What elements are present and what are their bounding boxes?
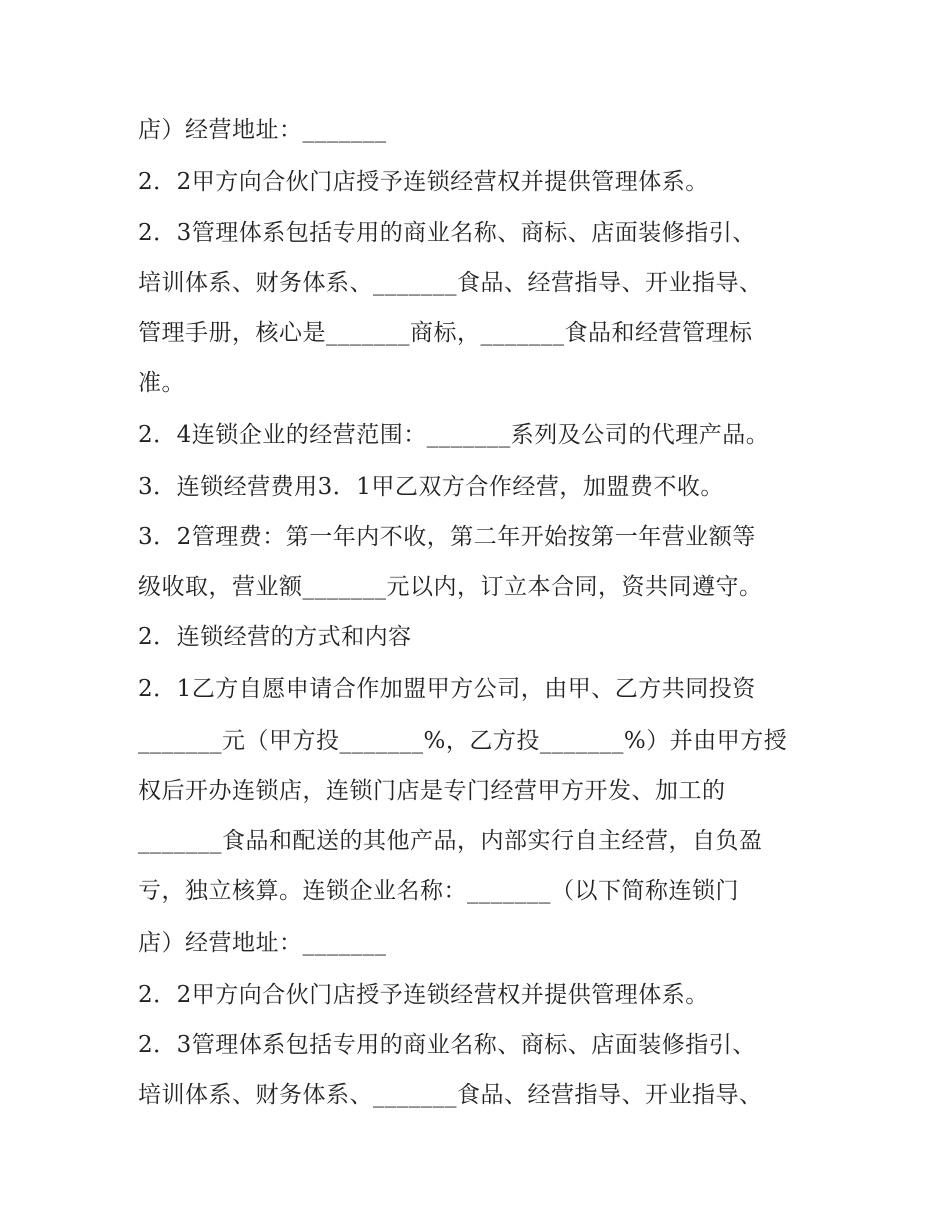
text-line: 培训体系、财务体系、_______食品、经营指导、开业指导、 [138,1082,763,1108]
text-line: 3．连锁经营费用3．1甲乙双方合作经营，加盟费不收。 [138,474,724,500]
text-line: 店）经营地址：_______ [138,930,387,956]
text-line: 店）经营地址：_______ [138,117,387,143]
text-line: 准。 [138,370,185,396]
text-line: 2．4连锁企业的经营范围：_______系列及公司的代理产品。 [138,422,770,448]
text-line: 权后开办连锁店，连锁门店是专门经营甲方开发、加工的 [138,778,726,804]
text-line: 2．2甲方向合伙门店授予连锁经营权并提供管理体系。 [138,982,709,1008]
text-line: 级收取，营业额_______元以内，订立本合同，资共同遵守。 [138,574,763,600]
text-line: 3．2管理费：第一年内不收，第二年开始按第一年营业额等 [138,524,756,550]
text-line: _______食品和配送的其他产品，内部实行自主经营，自负盈 [138,828,763,854]
text-line: 2．2甲方向合伙门店授予连锁经营权并提供管理体系。 [138,169,709,195]
text-line: 2．3管理体系包括专用的商业名称、商标、店面装修指引、 [138,1032,756,1058]
text-line: 2．3管理体系包括专用的商业名称、商标、店面装修指引、 [138,220,756,246]
text-line: 2．1乙方自愿申请合作加盟甲方公司，由甲、乙方共同投资 [138,676,756,702]
text-line: _______元（甲方投_______%，乙方投_______%）并由甲方授 [138,728,788,754]
text-line: 培训体系、财务体系、_______食品、经营指导、开业指导、 [138,270,763,296]
text-line: 亏，独立核算。连锁企业名称：_______（以下简称连锁门 [138,878,739,904]
section-heading: 2．连锁经营的方式和内容 [138,624,412,650]
text-line: 管理手册，核心是_______商标，_______食品和经营管理标 [138,320,753,346]
